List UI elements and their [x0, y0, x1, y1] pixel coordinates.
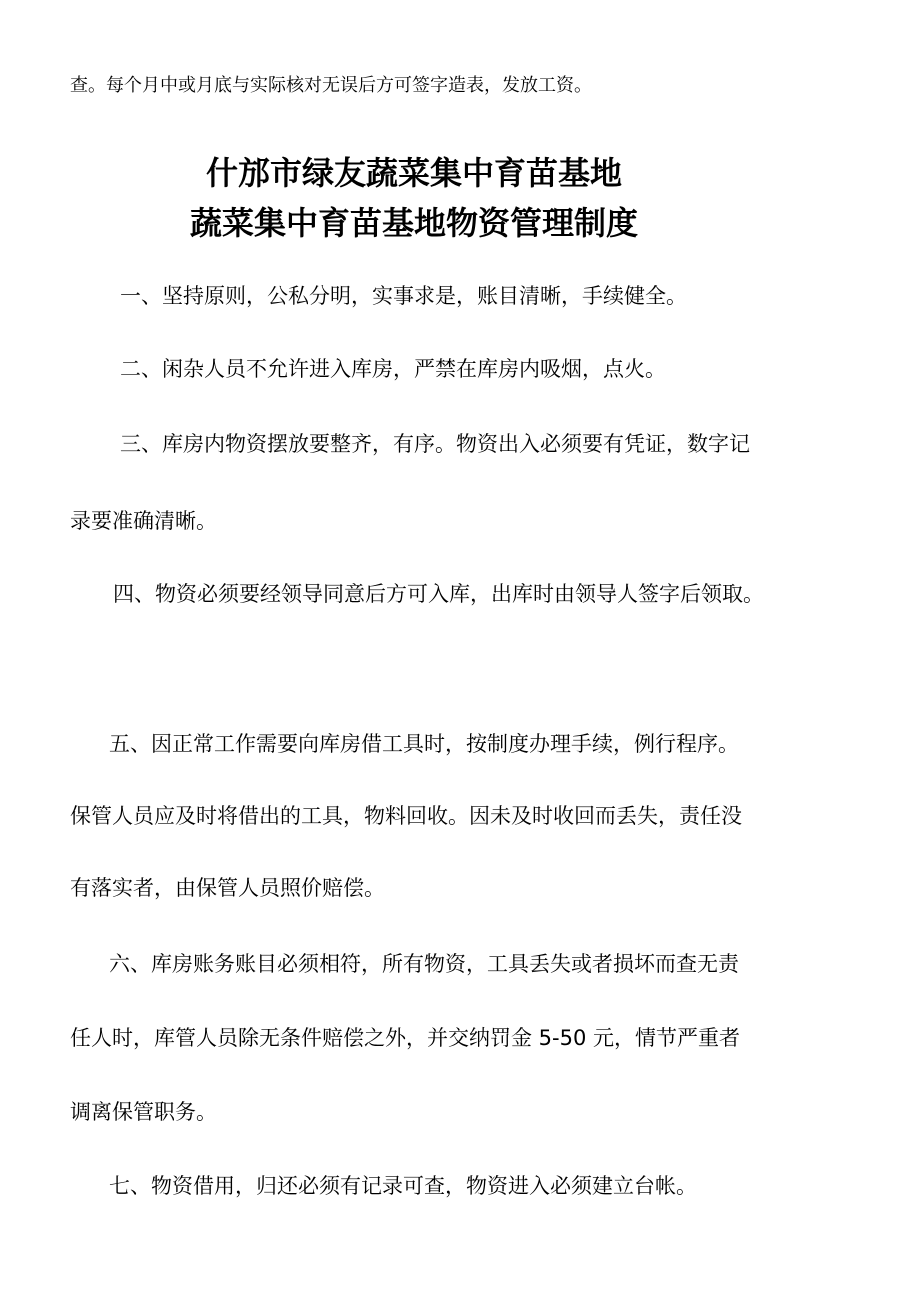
rule-2: 二、闲杂人员不允许进入库房，严禁在库房内吸烟，点火。 [120, 357, 666, 381]
rule-6-line-1: 六、库房账务账目必须相符，所有物资，工具丢失或者损坏而查无责 [109, 952, 739, 976]
rule-1: 一、坚持原则，公私分明，实事求是，账目清晰，手续健全。 [120, 284, 687, 308]
rule-4: 四、物资必须要经领导同意后方可入库，出库时由领导人签字后领取。 [113, 582, 764, 606]
rule-5-line-1: 五、因正常工作需要向库房借工具时，按制度办理手续，例行程序。 [109, 732, 739, 756]
rule-6-line-2: 任人时，库管人员除无条件赔偿之外，并交纳罚金 5-50 元，情节严重者 [70, 1026, 741, 1050]
title-line-2: 蔬菜集中育苗基地物资管理制度 [190, 204, 639, 242]
continuation-line: 查。每个月中或月底与实际核对无误后方可签字造表，发放工资。 [70, 75, 592, 96]
rule-5-line-3: 有落实者，由保管人员照价赔偿。 [70, 876, 385, 900]
rule-7: 七、物资借用，归还必须有记录可查，物资进入必须建立台帐。 [109, 1174, 697, 1198]
rule-3-line-2: 录要准确清晰。 [70, 509, 217, 533]
rule-5-line-2: 保管人员应及时将借出的工具，物料回收。因未及时收回而丢失，责任没 [70, 804, 742, 828]
rule-6-line-3: 调离保管职务。 [70, 1100, 217, 1124]
title-line-1: 什邡市绿友蔬菜集中育苗基地 [206, 154, 623, 192]
rule-3-line-1: 三、库房内物资摆放要整齐，有序。物资出入必须要有凭证，数字记 [120, 432, 750, 456]
